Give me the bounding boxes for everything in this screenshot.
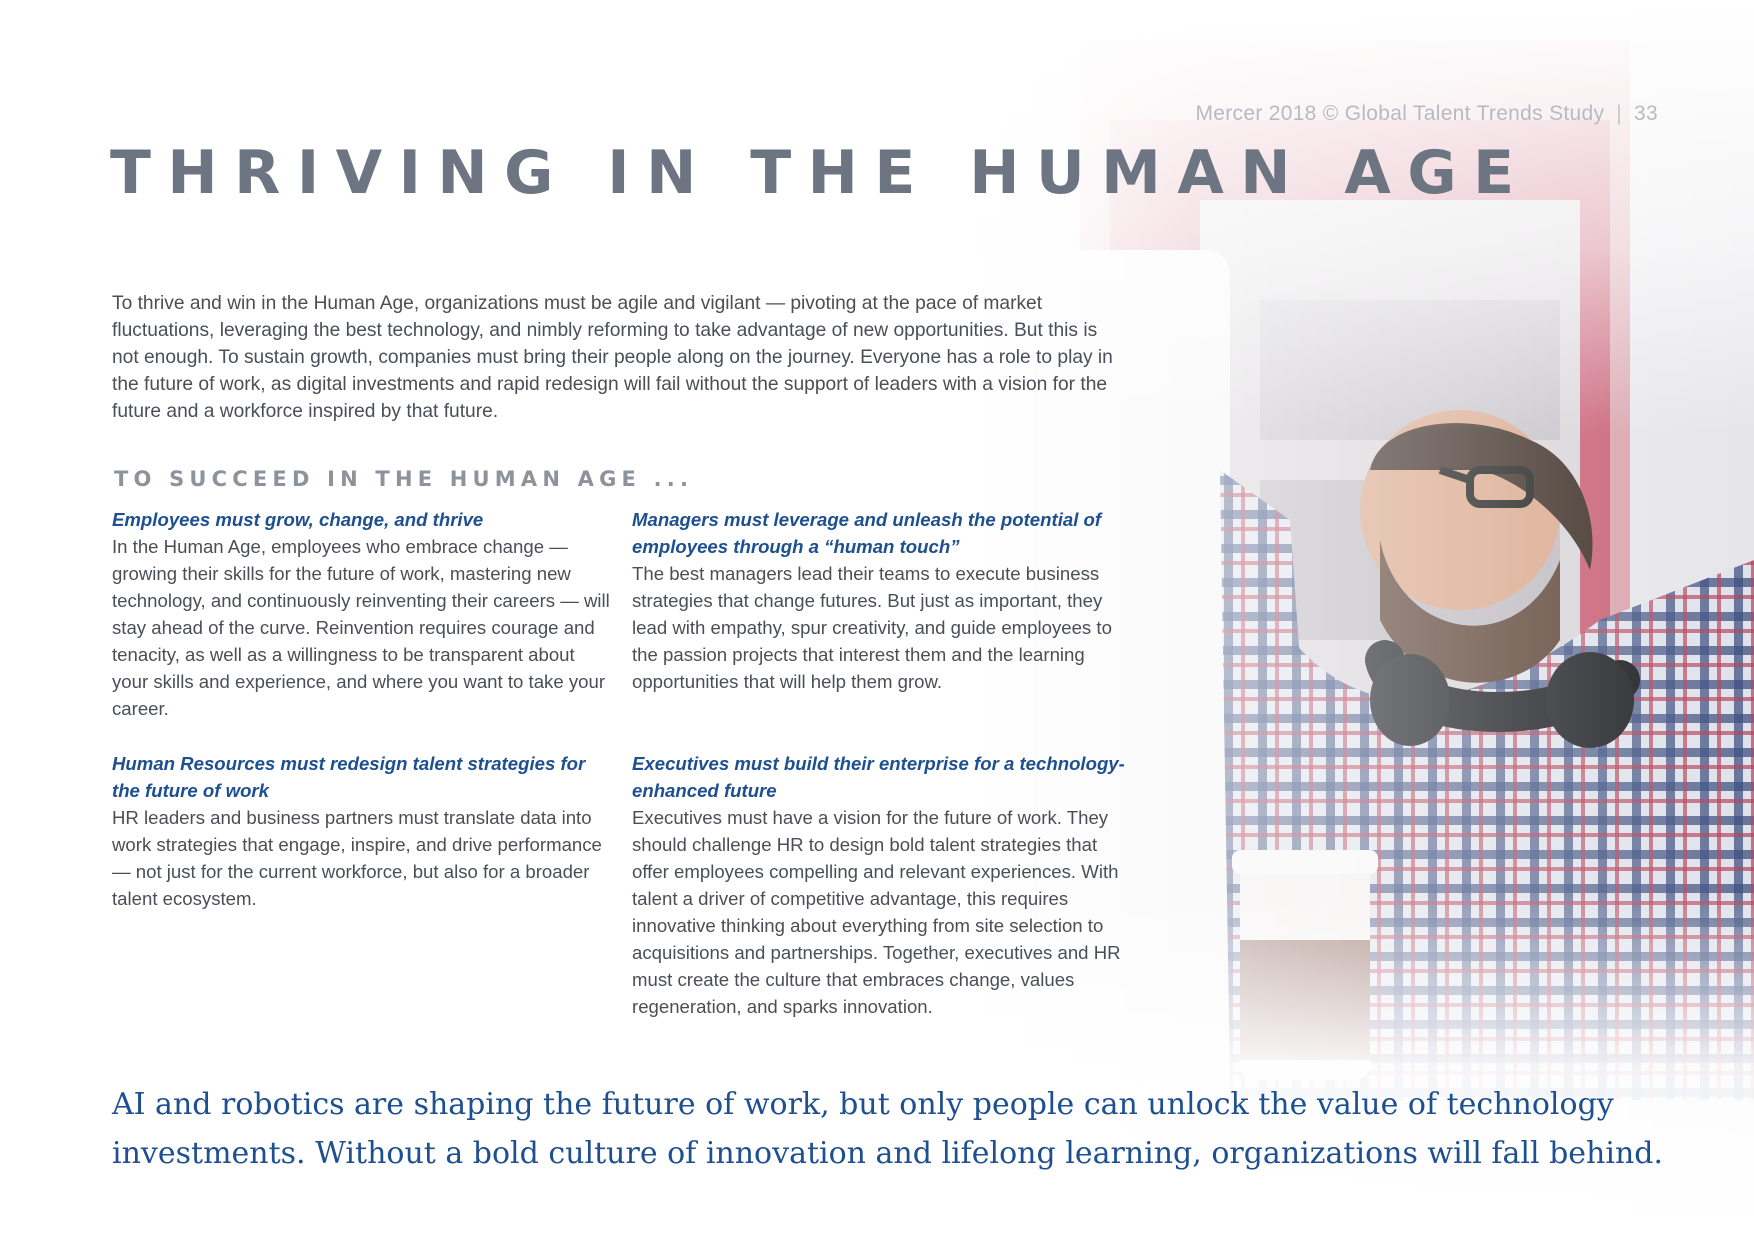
intro-paragraph: To thrive and win in the Human Age, organizations must be agile and vigilant — pivoting at the pace of market fluctuations, leveraging the best technology, and nimbly reforming to take advantage of new opportunities. But this is not enough. To sustain growth, companies must bring their people along on the journey. Everyone has a role to play in the future of work, as digital investments and rapid redesign will fail without the support of leaders with a vision for the future and a workforce inspired by that future. (112, 293, 1113, 422)
header-separator: | (1616, 102, 1623, 125)
executives-heading: Executives must build their enterprise for a technology-enhanced future (632, 753, 1125, 801)
section-heading: TO SUCCEED IN THE HUMAN AGE ... (114, 467, 694, 491)
employees-heading: Employees must grow, change, and thrive (112, 509, 484, 530)
hr-heading: Human Resources must redesign talent strategies for the future of work (112, 753, 586, 801)
page-title: THRIVING IN THE HUMAN AGE (110, 138, 1531, 208)
executives-body: Executives must have a vision for the future of work. They should challenge HR to design bold talent strategies that offer employees compelling and relevant experiences. With talent a driver of competitive advantage, this requires innovative thinking about everything from site selection to acquisitions and partnerships. Together, executives and HR must create the culture that embraces change, values regeneration, and sparks innovation. (632, 807, 1121, 1017)
employees-body: In the Human Age, employees who embrace change — growing their skills for the future of work, mastering new technology, and continuously reinventing their careers — will stay ahead of the curve. Reinvention requires courage and tenacity, as well as a willingness to be transparent about your skills and experience, and where you want to take your career. (112, 536, 610, 719)
employees-block (112, 506, 612, 722)
managers-block (632, 506, 1132, 695)
executives-block (632, 750, 1132, 1020)
managers-body: The best managers lead their teams to execute business strategies that change futures. But just as important, they lead with empathy, spur creativity, and guide employees to the passion projects that interest them and the learning opportunities that will help them grow. (632, 563, 1112, 692)
managers-heading: Managers must leverage and unleash the potential of employees through a “human touch” (632, 509, 1102, 557)
page-header (1195, 102, 1658, 126)
hr-block (112, 750, 612, 912)
report-name: Mercer 2018 © Global Talent Trends Study (1195, 102, 1605, 125)
page-number: 33 (1634, 102, 1658, 125)
pull-quote: AI and robotics are shaping the future of work, but only people can unlock the value of technology investments. Without a bold culture of innovation and lifelong learning, organizations will fall behind. (112, 1087, 1664, 1171)
hr-body: HR leaders and business partners must translate data into work strategies that engage, inspire, and drive performance — not just for the current workforce, but also for a broader talent ecosystem. (112, 807, 602, 909)
